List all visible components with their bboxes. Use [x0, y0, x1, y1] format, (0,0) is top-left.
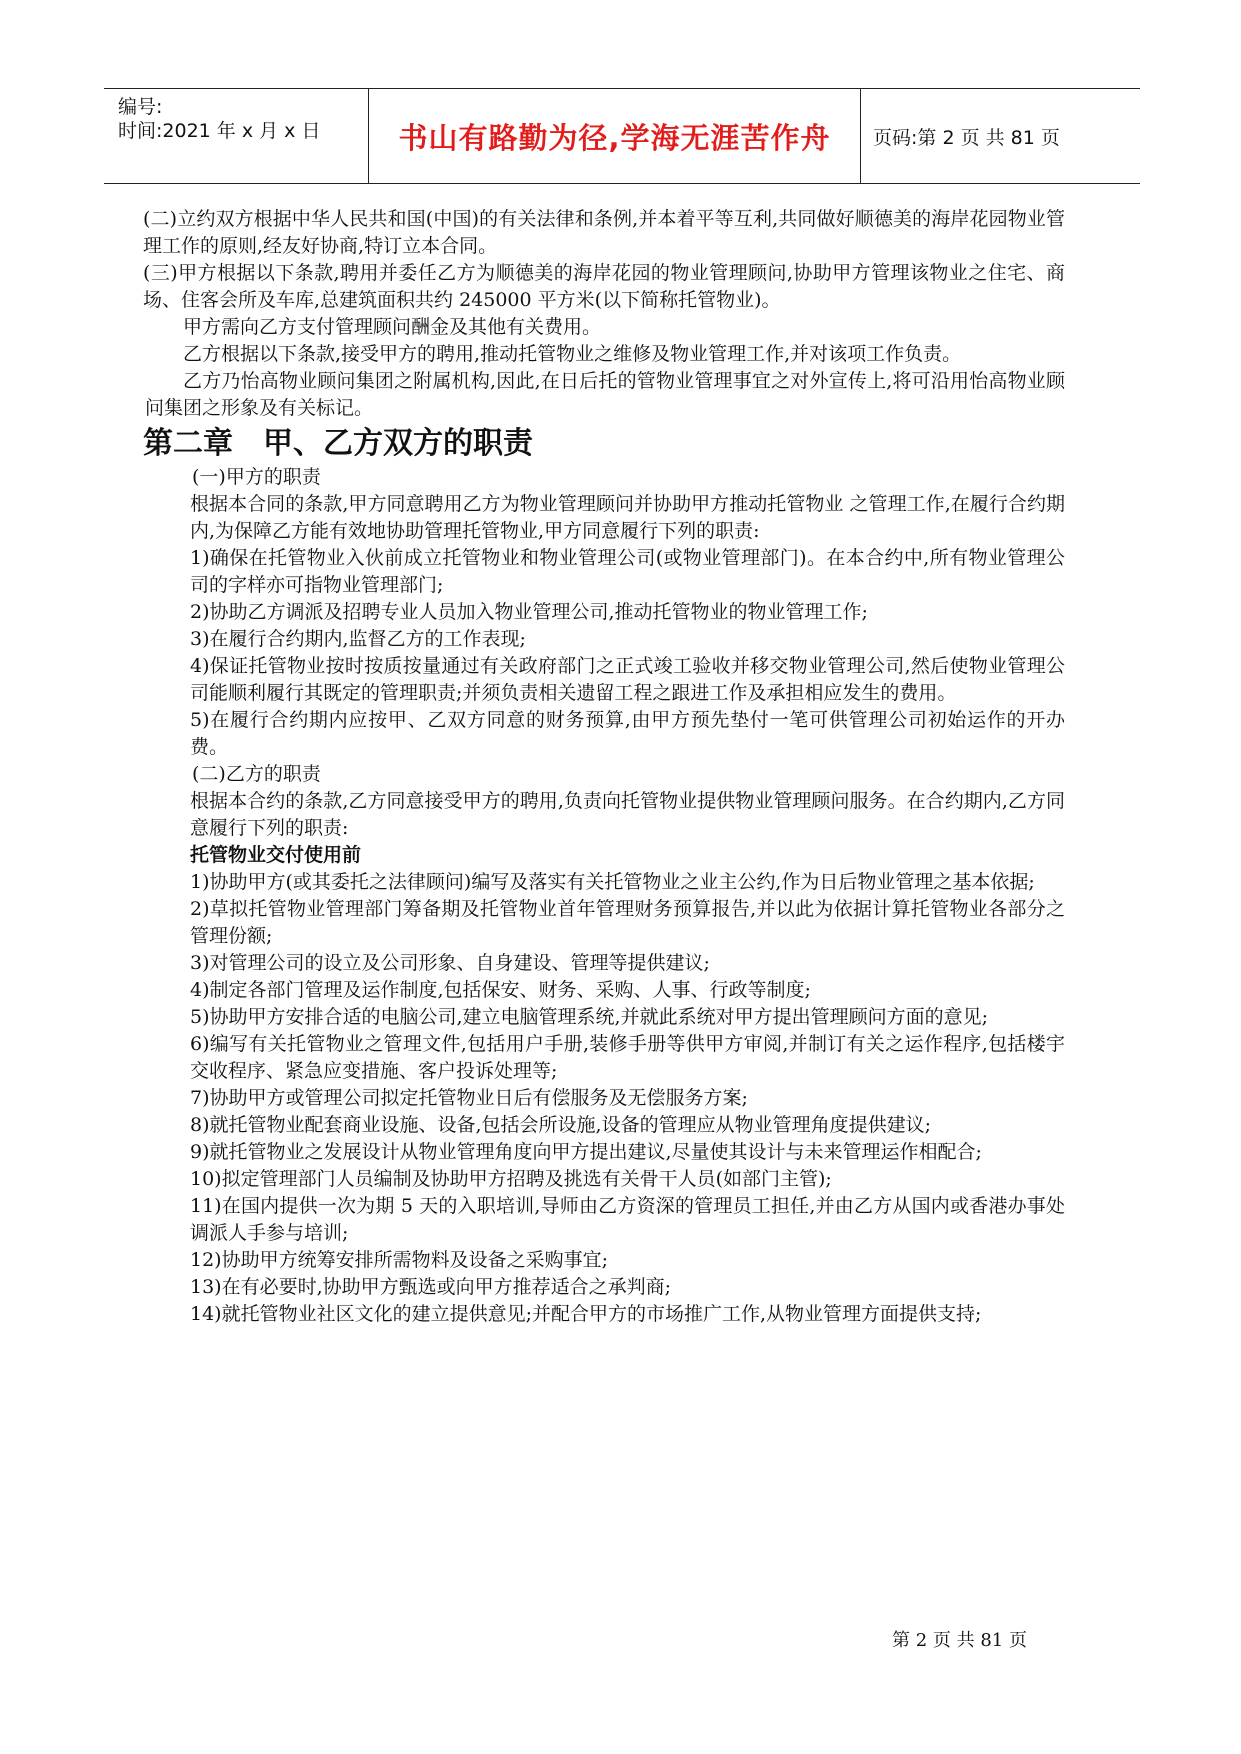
page-header [104, 88, 1140, 184]
section-intro: 根据本合约的条款,乙方同意接受甲方的聘用,负责向托管物业提供物业管理顾问服务。在合约期内,乙方同意履行下列的职责: [190, 790, 1065, 839]
time-label: 时间:2021 年 x 月 x 日 [118, 120, 321, 142]
document-body [145, 206, 1065, 1328]
responsibilities [190, 464, 1065, 1328]
paragraph: 甲方需向乙方支付管理顾问酬金及其他有关费用。 [183, 316, 602, 338]
paragraph: 乙方根据以下条款,接受甲方的聘用,推动托管物业之维修及物业管理工作,并对该项工作负责。 [183, 343, 962, 365]
section-intro: 根据本合同的条款,甲方同意聘用乙方为物业管理顾问并协助甲方推动托管物业 之管理工作,在履行合约期内,为保障乙方能有效地协助管理托管物业,甲方同意履行下列的职责: [190, 493, 1065, 542]
list-item: 4)保证托管物业按时按质按量通过有关政府部门之正式竣工验收并移交物业管理公司,然后使物业管理公司能顺利履行其既定的管理职责;并须负责相关遗留工程之跟进工作及承担相应发生的费用。 [190, 655, 1065, 704]
list-item: 8)就托管物业配套商业设施、设备,包括会所设施,设备的管理应从物业管理角度提供建议; [190, 1114, 931, 1136]
number-label: 编号: [118, 96, 163, 118]
list-item: 3)对管理公司的设立及公司形象、自身建设、管理等提供建议; [190, 952, 710, 974]
list-item: 2)协助乙方调派及招聘专业人员加入物业管理公司,推动托管物业的物业管理工作; [190, 601, 868, 623]
page-code: 页码:第 2 页 共 81 页 [873, 126, 1060, 149]
section-heading: (一)甲方的职责 [192, 466, 321, 488]
paragraph: 乙方乃怡高物业顾问集团之附属机构,因此,在日后托的管物业管理事宜之对外宣传上,将可沿用怡高物业顾问集团之形象及有关标记。 [145, 370, 1065, 419]
list-item: 11)在国内提供一次为期 5 天的入职培训,导师由乙方资深的管理员工担任,并由乙方从国内或香港办事处调派人手参与培训; [190, 1195, 1065, 1244]
list-item: 10)拟定管理部门人员编制及协助甲方招聘及挑选有关骨干人员(如部门主管); [190, 1168, 832, 1190]
chapter-number: 第二章 [143, 426, 233, 461]
list-item: 5)协助甲方安排合适的电脑公司,建立电脑管理系统,并就此系统对甲方提出管理顾问方面的意见; [190, 1006, 988, 1028]
list-item: 5)在履行合约期内应按甲、乙双方同意的财务预算,由甲方预先垫付一笔可供管理公司初始运作的开办费。 [190, 709, 1065, 758]
list-item: 1)确保在托管物业入伙前成立托管物业和物业管理公司(或物业管理部门)。在本合约中,所有物业管理公司的字样亦可指物业管理部门; [190, 547, 1065, 596]
page-footer: 第 2 页 共 81 页 [892, 1630, 1027, 1651]
list-item: 1)协助甲方(或其委托之法律顾问)编写及落实有关托管物业之业主公约,作为日后物业管理之基本依据; [190, 871, 1035, 893]
subsection-heading: 托管物业交付使用前 [190, 844, 362, 866]
chapter-title: 甲、乙方双方的职责 [263, 426, 533, 461]
list-item: 13)在有必要时,协助甲方甄选或向甲方推荐适合之承判商; [190, 1276, 672, 1298]
paragraph: (三)甲方根据以下条款,聘用并委任乙方为顺德美的海岸花园的物业管理顾问,协助甲方管理该物业之住宅、商场、住客会所及车库,总建筑面积共约 245000 平方米(以下简称托管物业)。 [143, 262, 1065, 311]
list-item: 6)编写有关托管物业之管理文件,包括用户手册,装修手册等供甲方审阅,并制订有关之运作程序,包括楼宇交收程序、紧急应变措施、客户投诉处理等; [190, 1033, 1065, 1082]
section-heading: (二)乙方的职责 [192, 763, 321, 785]
header-motto-cell [368, 89, 861, 183]
list-item: 7)协助甲方或管理公司拟定托管物业日后有偿服务及无偿服务方案; [190, 1087, 748, 1109]
chapter-heading [143, 422, 1065, 466]
motto-text: 书山有路勤为径,学海无涯苦作舟 [398, 120, 831, 155]
list-item: 14)就托管物业社区文化的建立提供意见;并配合甲方的市场推广工作,从物业管理方面提供支持; [190, 1303, 982, 1325]
list-item: 12)协助甲方统筹安排所需物料及设备之采购事宜; [190, 1249, 608, 1271]
list-item: 4)制定各部门管理及运作制度,包括保安、财务、采购、人事、行政等制度; [190, 979, 811, 1001]
header-page-cell [861, 89, 1140, 183]
list-item: 9)就托管物业之发展设计从物业管理角度向甲方提出建议,尽量使其设计与未来管理运作相配合; [190, 1141, 982, 1163]
list-item: 3)在履行合约期内,监督乙方的工作表现; [190, 628, 526, 650]
paragraph: (二)立约双方根据中华人民共和国(中国)的有关法律和条例,并本着平等互利,共同做好顺德美的海岸花园物业管理工作的原则,经友好协商,特订立本合同。 [143, 208, 1065, 257]
header-meta [104, 89, 368, 183]
list-item: 2)草拟托管物业管理部门筹备期及托管物业首年管理财务预算报告,并以此为依据计算托管物业各部分之管理份额; [190, 898, 1065, 947]
